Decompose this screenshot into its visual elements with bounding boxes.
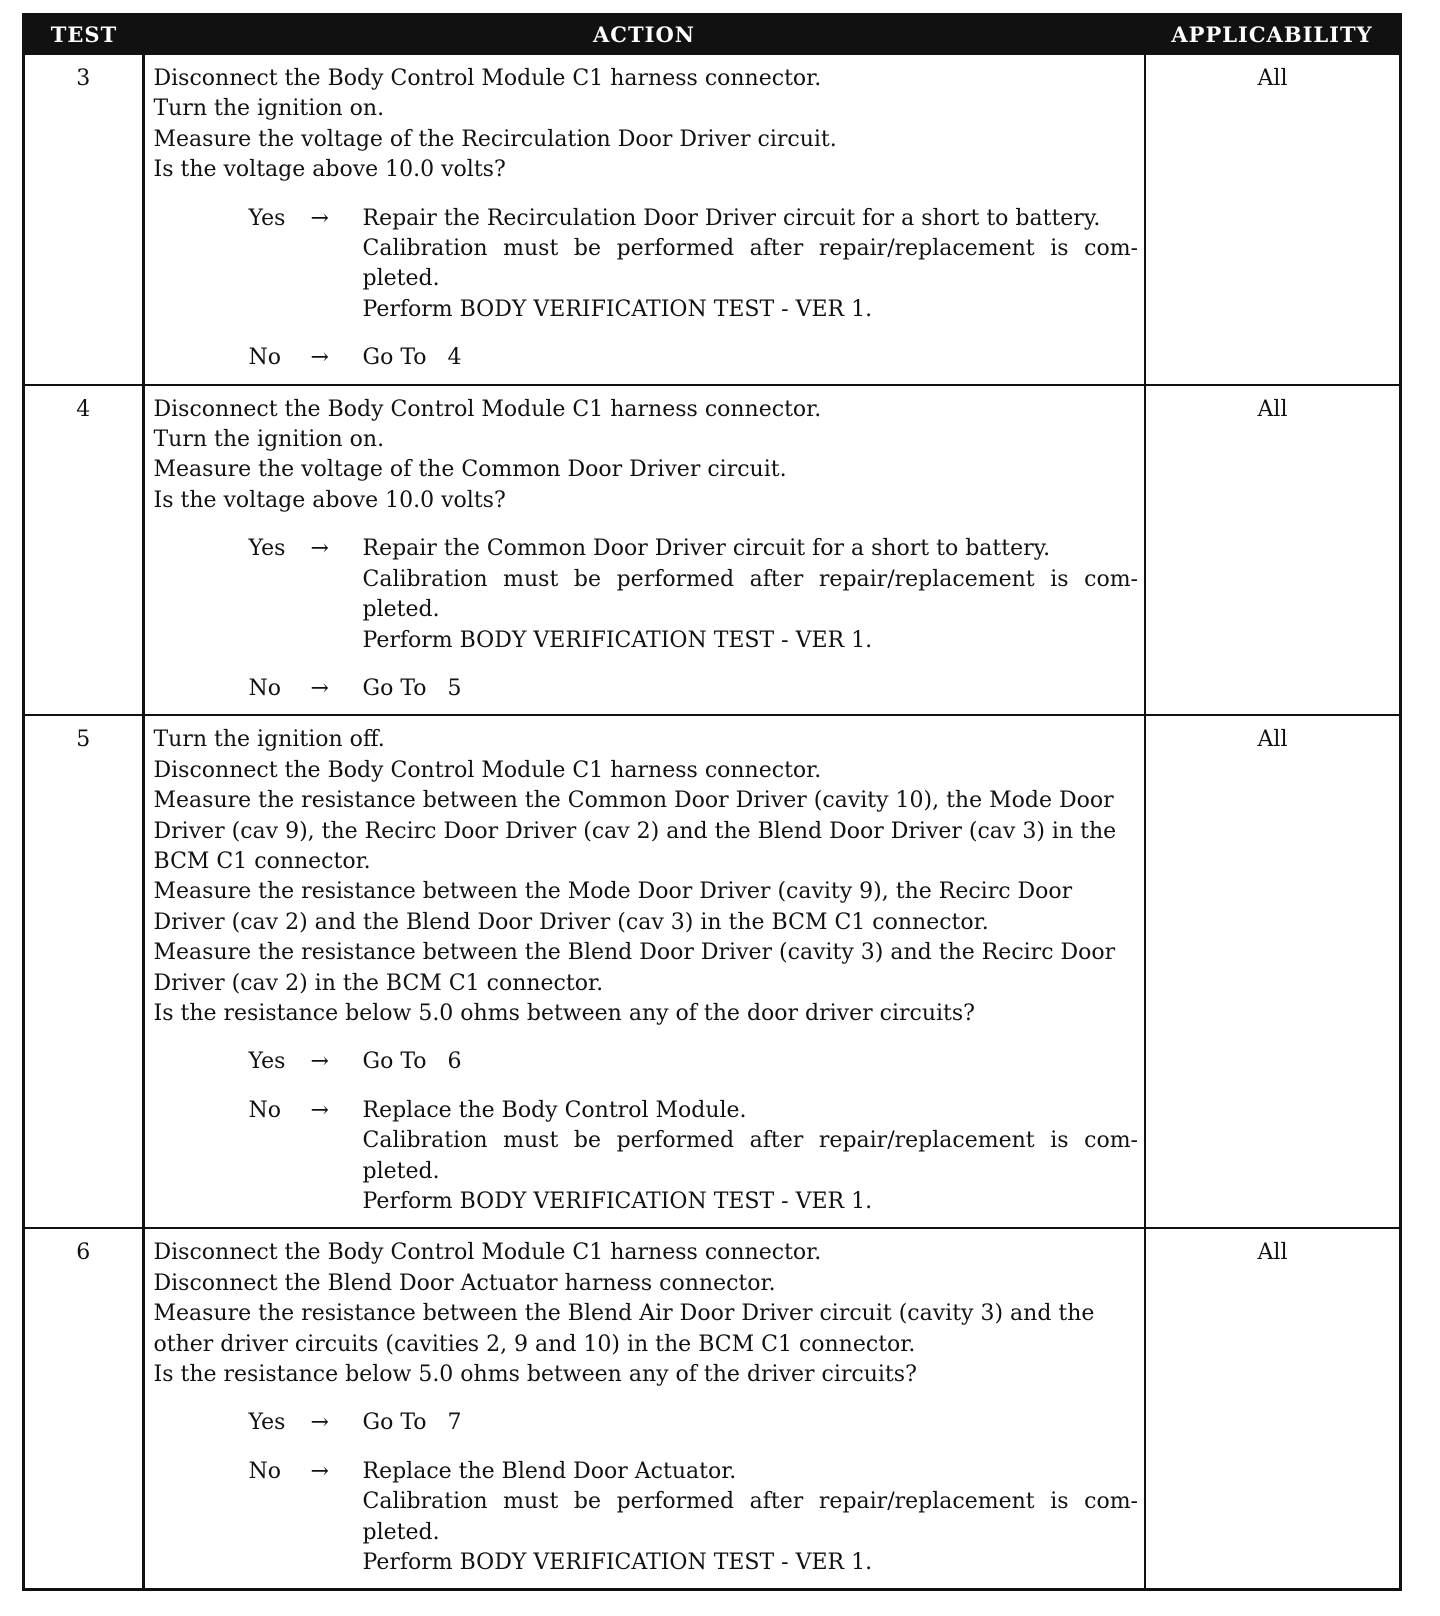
arrow-icon: → xyxy=(310,1049,329,1075)
outcome-line: pleted. xyxy=(362,597,440,623)
arrow-icon: → xyxy=(310,345,329,371)
outcome-line: Perform BODY VERIFICATION TEST - VER 1. xyxy=(362,1189,873,1214)
test-number: 6 xyxy=(25,1228,143,1588)
outcome-result xyxy=(363,534,1139,656)
arrow-icon: → xyxy=(310,675,329,701)
outcome xyxy=(249,674,1139,704)
outcome-line: Perform BODY VERIFICATION TEST - VER 1. xyxy=(362,296,873,322)
outcome-result xyxy=(363,1096,1139,1218)
applicability-value: All xyxy=(1145,54,1399,385)
action-step: Measure the resistance between the Blend Door Driver (cavity 3) and the Recirc Door xyxy=(153,940,1116,966)
action-step: BCM C1 connector. xyxy=(153,848,371,874)
arrow-icon: → xyxy=(310,536,329,562)
outcome-line: Repair the Recirculation Door Driver circuit for a short to battery. xyxy=(362,205,1101,231)
outcome-result xyxy=(363,1408,1139,1438)
header-applicability: APPLICABILITY xyxy=(1145,16,1399,54)
header-action: ACTION xyxy=(143,16,1145,54)
outcome xyxy=(249,343,1139,373)
applicability-value: All xyxy=(1145,1228,1399,1588)
table-row xyxy=(25,385,1399,716)
outcome-line: Perform BODY VERIFICATION TEST - VER 1. xyxy=(362,1550,873,1576)
action-steps xyxy=(154,725,1139,1029)
outcome-line: Go To 6 xyxy=(362,1049,462,1075)
outcome xyxy=(249,1408,1139,1438)
outcome-answer: Yes xyxy=(248,205,286,231)
action-step: Measure the resistance between the Common Door Driver (cavity 10), the Mode Door xyxy=(153,788,1114,814)
outcome-line: Replace the Blend Door Actuator. xyxy=(362,1458,737,1484)
action-steps xyxy=(154,395,1139,517)
outcome-line: Calibration must be performed after repair/replacement is com- xyxy=(362,1489,1138,1515)
action-step: Measure the resistance between the Mode Door Driver (cavity 9), the Recirc Door xyxy=(153,879,1073,905)
outcome-list xyxy=(154,1408,1139,1578)
action-steps xyxy=(154,1238,1139,1390)
action-step: Turn the ignition on. xyxy=(153,96,385,122)
outcome xyxy=(249,1047,1139,1077)
outcome-line: Go To 5 xyxy=(362,675,462,701)
outcome-answer: Yes xyxy=(248,1049,286,1075)
action-step: Is the voltage above 10.0 volts? xyxy=(153,487,506,513)
arrow-icon: → xyxy=(310,1410,329,1436)
action-step: Disconnect the Blend Door Actuator harness connector. xyxy=(153,1270,776,1296)
action-step: Measure the voltage of the Common Door Driver circuit. xyxy=(153,457,787,483)
outcome-line: Calibration must be performed after repair/replacement is com- xyxy=(362,1128,1138,1154)
action-cell xyxy=(143,385,1145,716)
outcome-answer: No xyxy=(248,1097,281,1123)
outcome-result xyxy=(363,1047,1139,1077)
outcome-line: Go To 7 xyxy=(362,1410,462,1436)
applicability-value: All xyxy=(1145,385,1399,716)
table-row xyxy=(25,54,1399,385)
action-step: Disconnect the Body Control Module C1 harness connector. xyxy=(153,757,822,783)
outcome-list xyxy=(154,204,1139,374)
action-step: Disconnect the Body Control Module C1 harness connector. xyxy=(153,66,822,91)
outcome xyxy=(249,534,1139,656)
arrow-icon: → xyxy=(310,1458,329,1484)
outcome-answer: Yes xyxy=(248,536,286,562)
outcome-answer: No xyxy=(248,345,281,371)
action-step: Driver (cav 2) and the Blend Door Driver (cav 3) in the BCM C1 connector. xyxy=(153,909,989,935)
action-cell xyxy=(143,54,1145,385)
outcome-list xyxy=(154,1047,1139,1217)
action-step: Turn the ignition off. xyxy=(153,727,385,753)
action-step: Is the resistance below 5.0 ohms between any of the driver circuits? xyxy=(153,1362,917,1388)
outcome-line: Replace the Body Control Module. xyxy=(362,1097,747,1123)
action-cell xyxy=(143,1228,1145,1588)
table-row xyxy=(25,715,1399,1228)
action-step: other driver circuits (cavities 2, 9 and 10) in the BCM C1 connector. xyxy=(153,1331,916,1357)
action-step: Turn the ignition on. xyxy=(153,427,385,453)
test-number: 5 xyxy=(25,715,143,1228)
arrow-icon: → xyxy=(310,205,329,231)
test-number: 3 xyxy=(25,54,143,385)
outcome-answer: No xyxy=(248,1458,281,1484)
outcome-result xyxy=(363,204,1139,326)
action-step: Measure the resistance between the Blend Air Door Driver circuit (cavity 3) and the xyxy=(153,1301,1095,1327)
action-steps xyxy=(154,64,1139,186)
outcome-line: Perform BODY VERIFICATION TEST - VER 1. xyxy=(362,627,873,653)
outcome-line: pleted. xyxy=(362,1519,440,1545)
outcome xyxy=(249,1096,1139,1218)
outcome-line: Repair the Common Door Driver circuit for a short to battery. xyxy=(362,536,1051,562)
table-body xyxy=(25,54,1399,1588)
outcome-line: Calibration must be performed after repair/replacement is com- xyxy=(362,566,1138,592)
table-row xyxy=(25,1228,1399,1588)
test-table xyxy=(25,16,1399,1588)
outcome-answer: No xyxy=(248,675,281,701)
outcome-line: pleted. xyxy=(362,1158,440,1184)
action-cell xyxy=(143,715,1145,1228)
outcome-result xyxy=(363,343,1139,373)
action-step: Driver (cav 9), the Recirc Door Driver (cav 2) and the Blend Door Driver (cav 3) in the xyxy=(153,818,1117,844)
diagnostic-test-table xyxy=(22,13,1402,1591)
action-step: Disconnect the Body Control Module C1 harness connector. xyxy=(153,1240,822,1266)
arrow-icon: → xyxy=(310,1097,329,1123)
outcome-answer: Yes xyxy=(248,1410,286,1436)
outcome-result xyxy=(363,1457,1139,1579)
action-step: Disconnect the Body Control Module C1 harness connector. xyxy=(153,396,822,422)
action-step: Driver (cav 2) in the BCM C1 connector. xyxy=(153,970,604,996)
outcome xyxy=(249,204,1139,326)
outcome-list xyxy=(154,534,1139,704)
action-step: Is the resistance below 5.0 ohms between any of the door driver circuits? xyxy=(153,1000,975,1026)
outcome-line: pleted. xyxy=(362,266,440,292)
outcome-line: Calibration must be performed after repair/replacement is com- xyxy=(362,236,1138,262)
outcome xyxy=(249,1457,1139,1579)
action-step: Is the voltage above 10.0 volts? xyxy=(153,157,506,183)
table-header xyxy=(25,16,1399,54)
header-test: TEST xyxy=(25,16,143,54)
outcome-result xyxy=(363,674,1139,704)
applicability-value: All xyxy=(1145,715,1399,1228)
test-number: 4 xyxy=(25,385,143,716)
outcome-line: Go To 4 xyxy=(362,345,462,371)
action-step: Measure the voltage of the Recirculation Door Driver circuit. xyxy=(153,126,837,152)
